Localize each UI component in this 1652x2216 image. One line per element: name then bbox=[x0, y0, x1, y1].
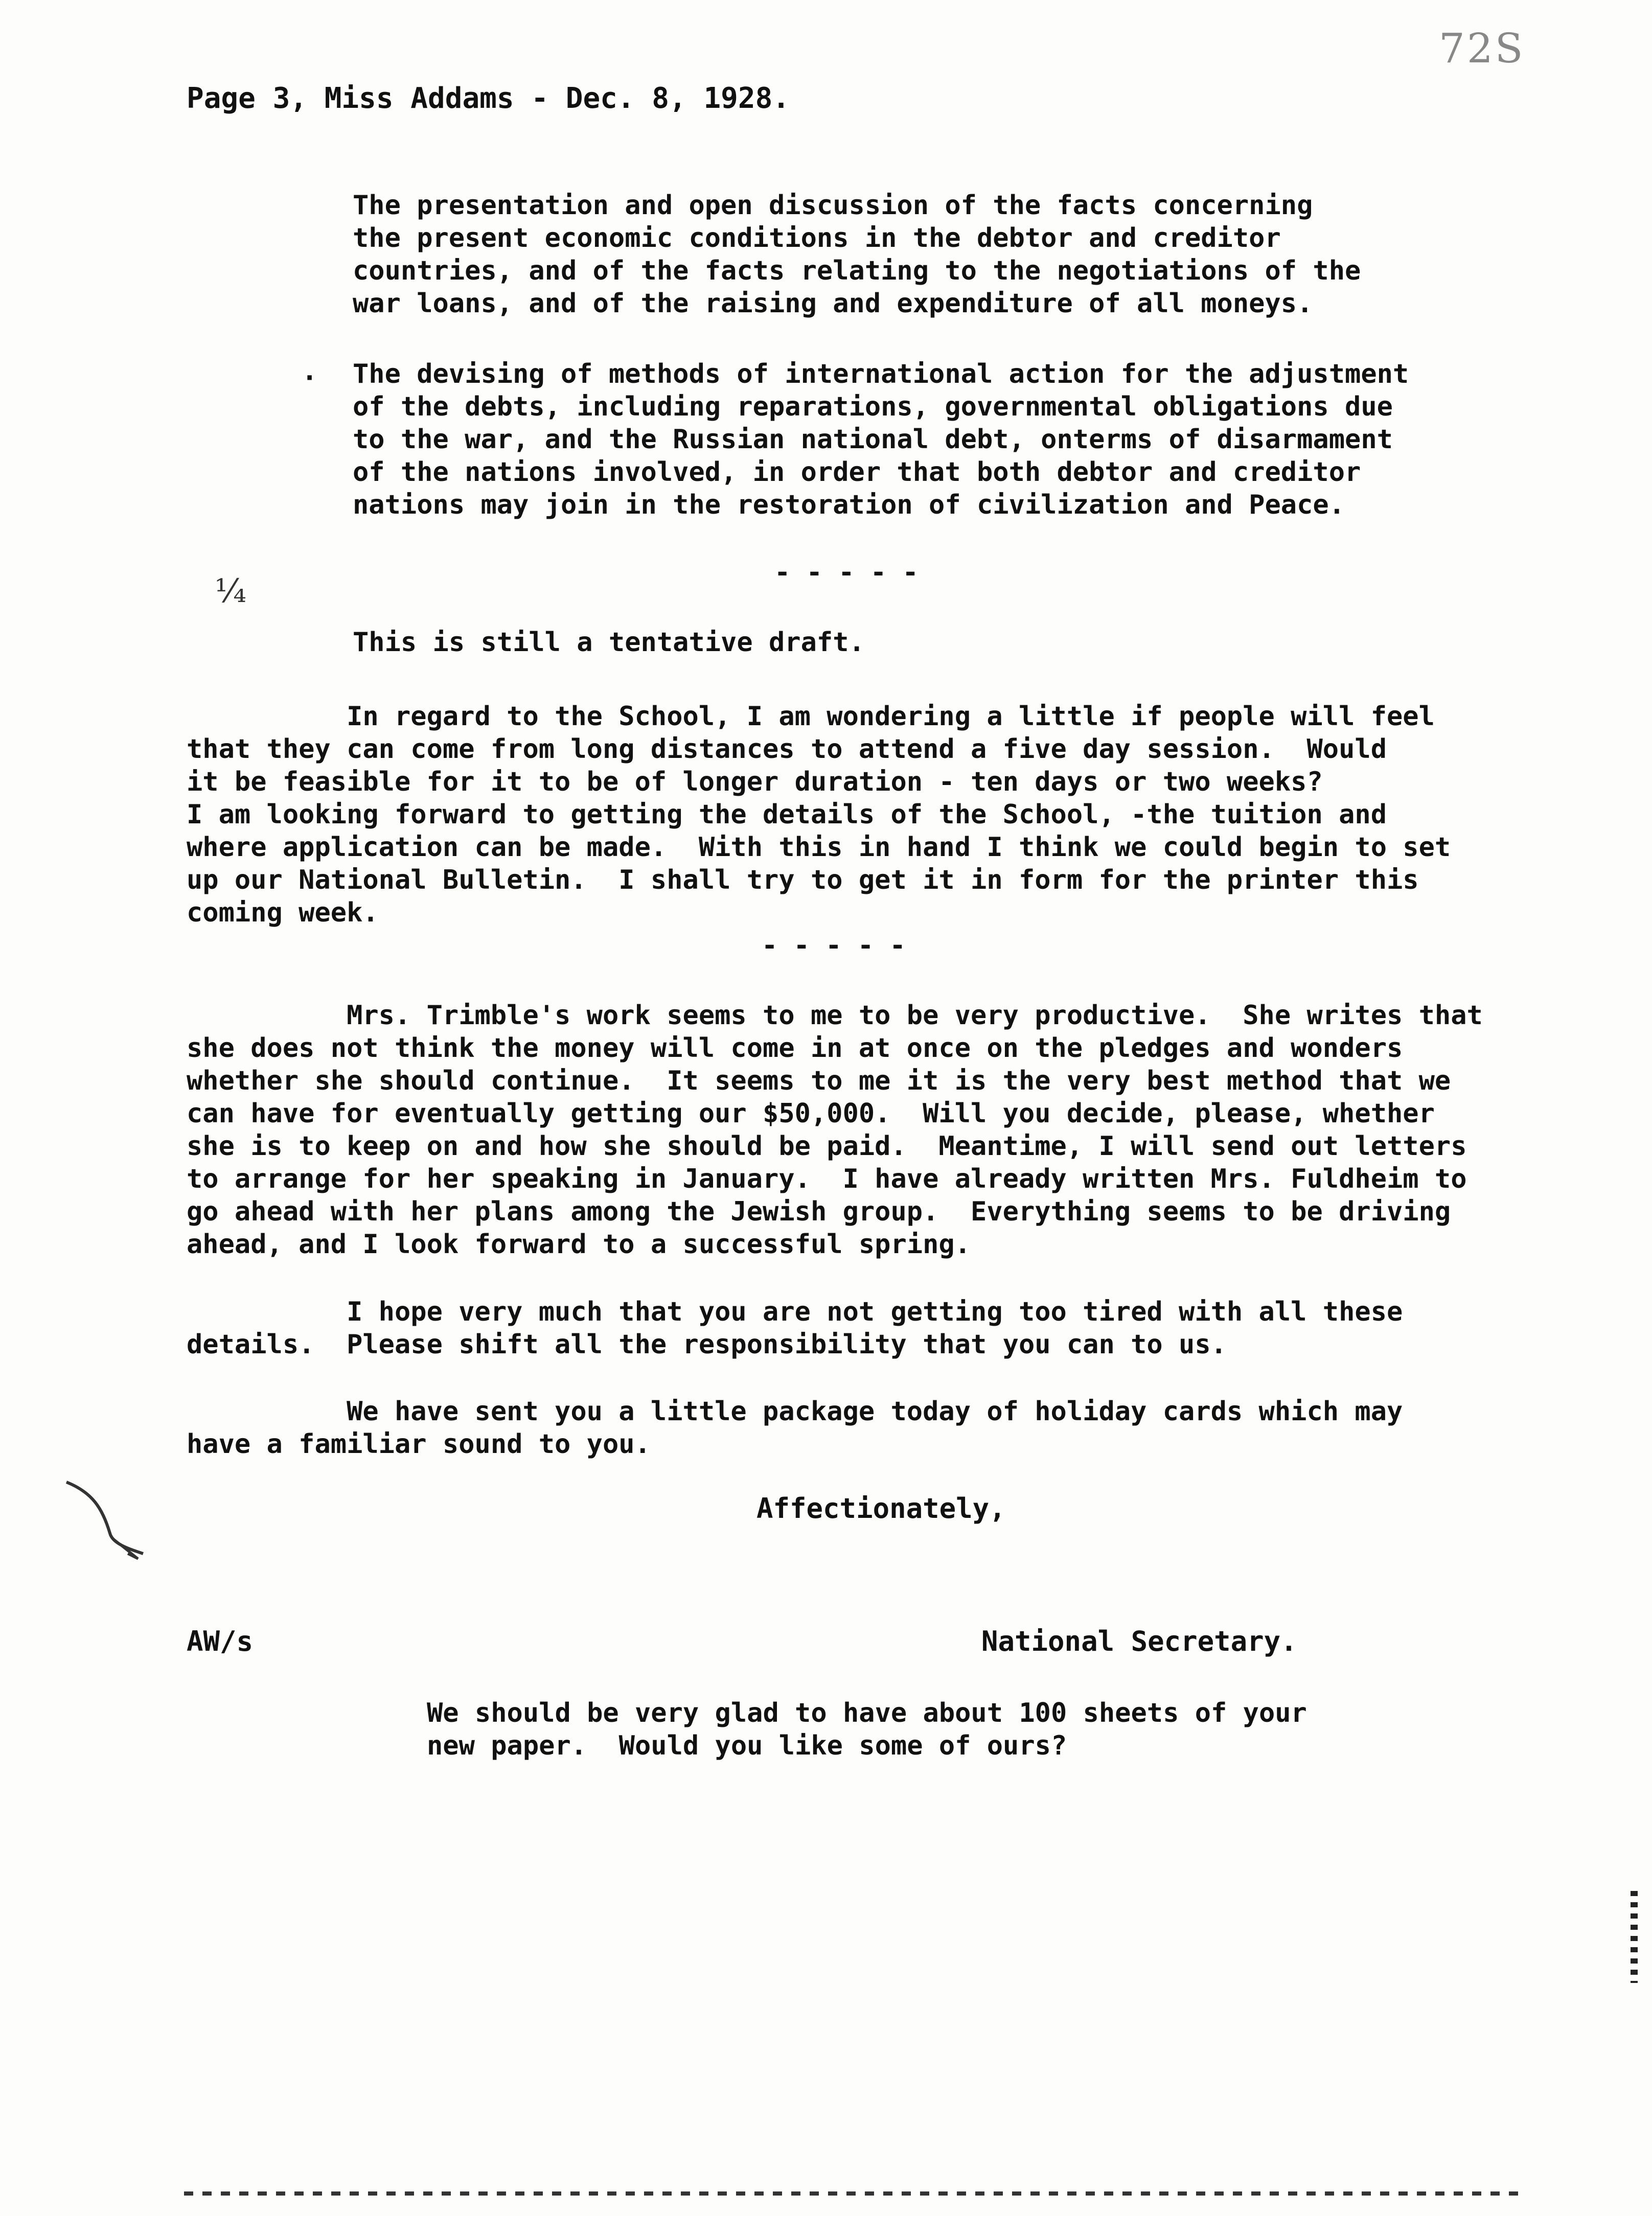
section-separator: - - - - - bbox=[774, 557, 919, 588]
paragraph-draft-note: This is still a tentative draft. bbox=[353, 627, 865, 658]
section-separator: - - - - - bbox=[762, 930, 906, 961]
scan-edge-marks bbox=[1631, 1891, 1638, 1983]
paragraph-holiday-cards: We have sent you a little package today of holiday cards which may have a familiar sound to you. bbox=[187, 1396, 1403, 1460]
paragraph-responsibility: I hope very much that you are not getting too tired with all these details. Please shift all the responsibility that you can to us. bbox=[187, 1297, 1403, 1360]
bullet-mark: · bbox=[302, 363, 318, 394]
letter-header: Page 3, Miss Addams - Dec. 8, 1928. bbox=[187, 82, 790, 115]
paragraph-school: In regard to the School, I am wondering a little if people will feel that they can come from long distances to attend a five day session. Would it be feasible for it to be of longer duration - ten days or two weeks? I am looking forward to getting the details of the School, -the tuition and where application can be made. With this in hand I think we could begin to set up our National Bulletin. I shall try to get it in form for the printer this coming week. bbox=[187, 701, 1451, 928]
typist-initials: AW/s bbox=[187, 1625, 254, 1657]
signature-title: National Secretary. bbox=[981, 1625, 1297, 1657]
page-number: 72S bbox=[1439, 25, 1525, 72]
scribble-mark bbox=[61, 1472, 164, 1574]
margin-annotation-mark: ¼ bbox=[215, 572, 247, 610]
scan-bottom-edge bbox=[184, 2191, 1523, 2196]
postscript: We should be very glad to have about 100 sheets of your new paper. Would you like some of ours? bbox=[427, 1698, 1307, 1761]
paragraph-facts-discussion: The presentation and open discussion of the facts concerning the present economic conditions in the debtor and creditor countries, and of the facts relating to the negotiations of the war loans, and of the raising and expenditure of all moneys. bbox=[353, 190, 1361, 319]
paragraph-international-action: The devising of methods of international action for the adjustment of the debts, including reparations, governmental obligations due to the war, and the Russian national debt, onterms of disarmament of the nations involved, in order that both debtor and creditor nations may join in the restoration of civilization and Peace. bbox=[353, 359, 1409, 520]
closing-salutation: Affectionately, bbox=[756, 1492, 1006, 1525]
paragraph-trimble-work: Mrs. Trimble's work seems to me to be very productive. She writes that she does not think the money will come in at once on the pledges and wonders whether she should continue. It seems to me it is the very best method that we can have for eventually getting our $50,000. Will you decide, please, whether she is to keep on and how she should be paid. Meantime, I will send out letters to arrange for her speaking in January. I have already written Mrs. Fuldheim to go ahead with her plans among the Jewish group. Everything seems to be driving ahead, and I look forward to a successful spring. bbox=[187, 1000, 1483, 1260]
